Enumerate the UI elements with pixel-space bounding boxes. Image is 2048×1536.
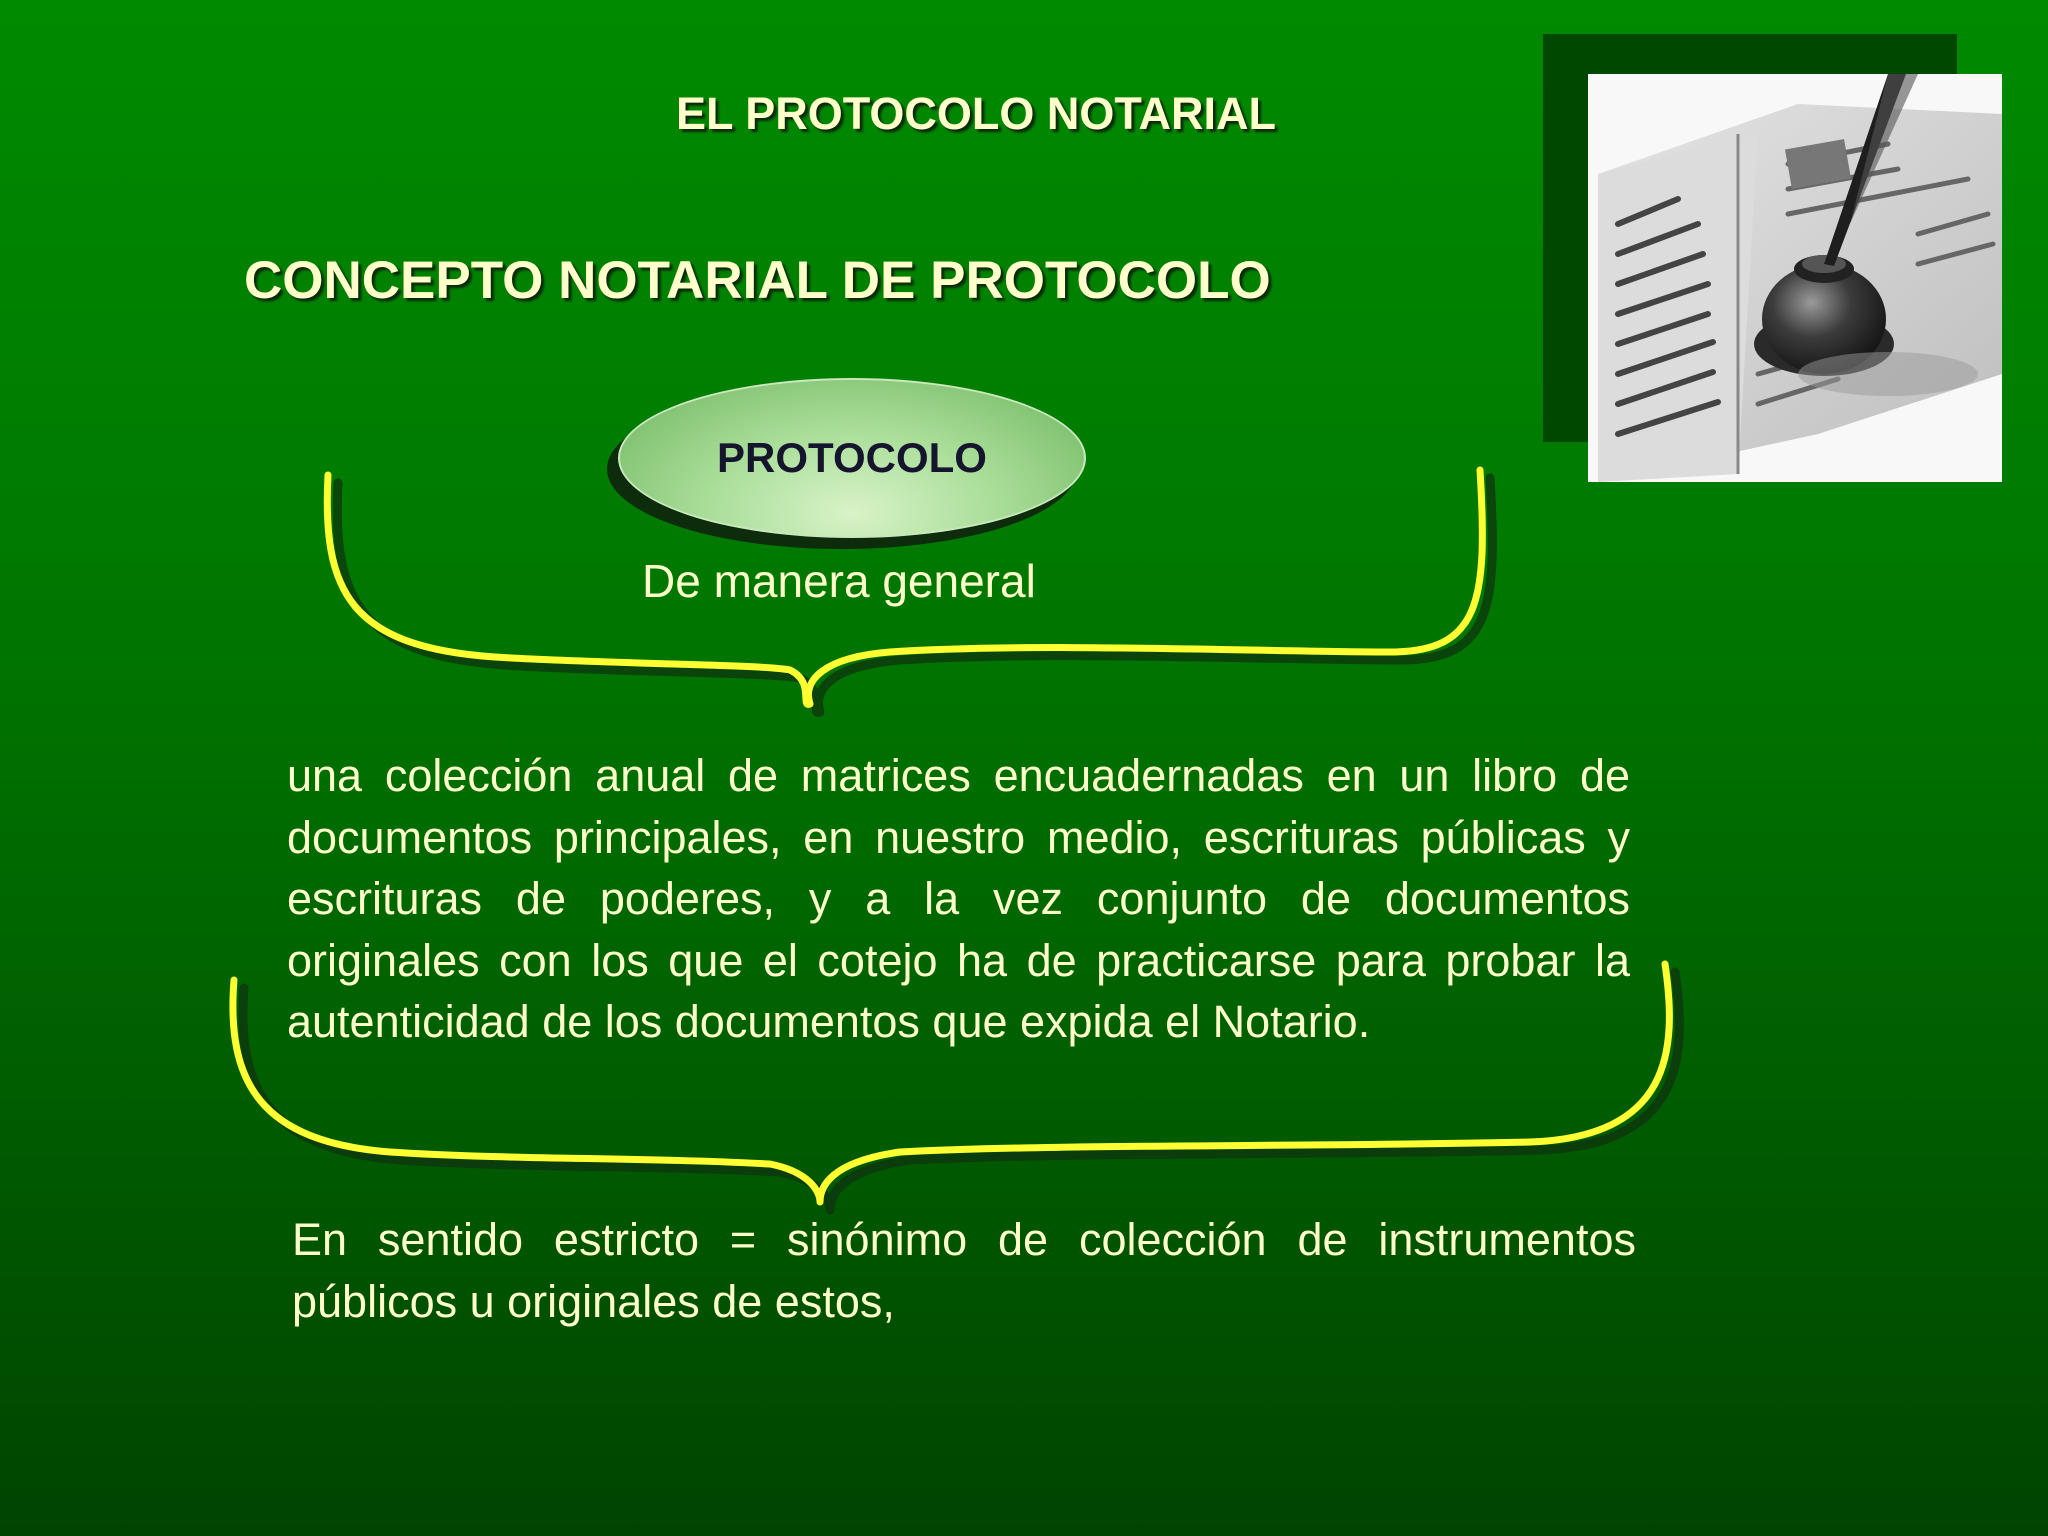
oval-label: PROTOCOLO bbox=[717, 434, 987, 481]
strict-definition: En sentido estricto = sinónimo de colección de instrumentos públicos u originales de estos, bbox=[292, 1214, 1636, 1327]
header-title: EL PROTOCOLO NOTARIAL bbox=[676, 88, 1277, 139]
general-definition: una colección anual de matrices encuadernadas en un libro de documentos principales, en nuestro medio, escrituras públicas y escrituras de poderes, y a la vez conjunto de documentos originales con los que el cotejo ha de practicarse para probar la autenticidad de los documentos que expida el Notario. bbox=[287, 750, 1630, 1047]
concept-title: CONCEPTO NOTARIAL DE PROTOCOLO bbox=[244, 251, 1271, 310]
general-label: De manera general bbox=[642, 555, 1036, 607]
upper-brace bbox=[327, 470, 1482, 704]
upper-brace-shadow bbox=[337, 478, 1492, 712]
